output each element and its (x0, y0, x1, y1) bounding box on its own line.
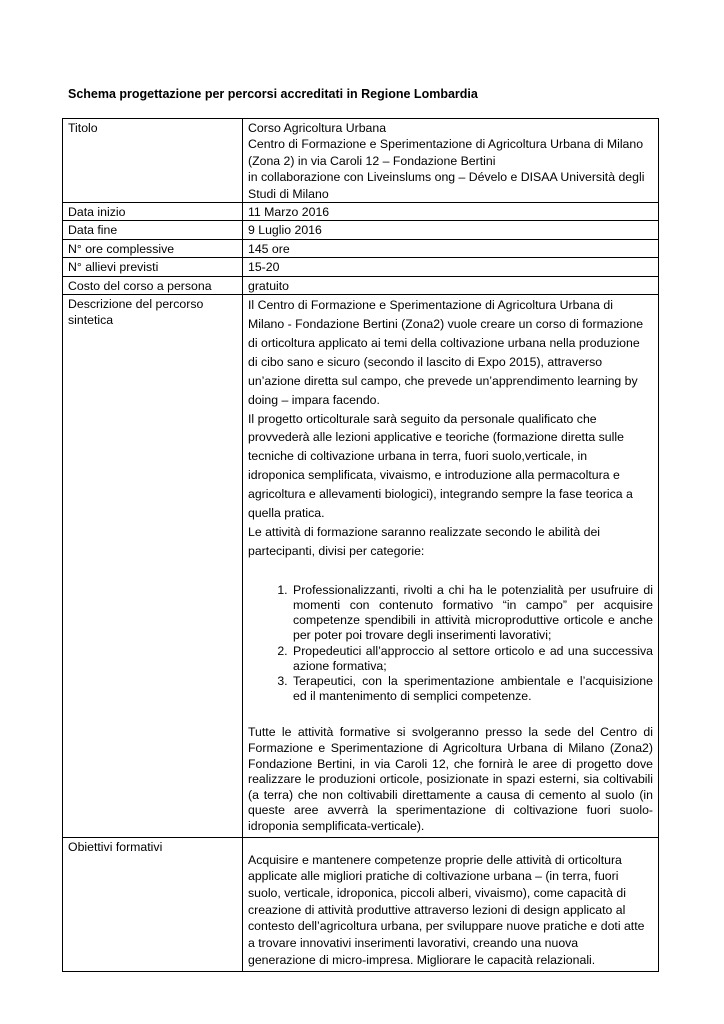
titolo-line: Centro di Formazione e Sperimentazione di Agricoltura Urbana di Milano (248, 137, 644, 152)
titolo-line: Studi di Milano (248, 186, 329, 201)
titolo-line: Corso Agricoltura Urbana (248, 121, 387, 135)
titolo-line: (Zona 2) in via Caroli 12 – Fondazione Bertini (248, 153, 496, 168)
course-form-table (62, 118, 659, 972)
label-costo: Costo del corso a persona (63, 276, 243, 294)
row-allievi (63, 258, 659, 276)
titolo-line: in collaborazione con Liveinslums ong – Dévelo e DISAA Università degli (248, 170, 645, 185)
value-ore: 145 ore (243, 239, 659, 257)
descrizione-line: un’azione diretta sul campo, che prevede un’apprendimento learning by (248, 373, 638, 388)
row-obiettivi (63, 837, 659, 972)
label-ore: N° ore complessive (63, 239, 243, 257)
row-descrizione (63, 295, 659, 837)
label-descrizione (63, 295, 243, 837)
descrizione-line: doing – impara facendo. (248, 392, 380, 407)
descrizione-line: di cibo sano e sicuro (secondo il lascito di Expo 2015), attraverso (248, 354, 603, 369)
category-item: 1. Professionalizzanti, rivolti a chi ha le potenzialità per usufruire di momenti con contenuto formativo “in campo” per acquisire competenze spendibili in attività microproduttive orticole e anche per poter poi trovare degli inserimenti lavorativi; (291, 583, 653, 644)
categories-list (248, 583, 653, 705)
descrizione-line: provvederà alle lezioni applicative e teoriche (formazione diretta sulle (248, 430, 624, 445)
obiettivi-line: a trovare innovativi inserimenti lavorativi, creando una nuova (248, 936, 579, 951)
descrizione-line: tecniche di coltivazione urbana in terra, fuori suolo,verticale, in (248, 449, 588, 464)
value-allievi: 15-20 (243, 258, 659, 276)
row-data-inizio (63, 203, 659, 221)
obiettivi-body (248, 852, 653, 972)
category-item: 3. Terapeutici, con la sperimentazione ambientale e l’acquisizione ed il mantenimento di semplici competenze. (291, 674, 653, 704)
value-costo: gratuito (243, 276, 659, 294)
obiettivi-line: generazione di micro-impresa. Migliorare le capacità relazionali. (248, 952, 596, 967)
value-titolo (243, 119, 659, 203)
label-descrizione-line: sintetica (68, 313, 114, 328)
value-obiettivi (243, 837, 659, 972)
descrizione-line: agricoltura e allevamenti biologici), integrando sempre la fase teorica a (248, 487, 633, 502)
obiettivi-line: contesto dell’agricoltura urbana, per sviluppare nuove pratiche e doti atte (248, 919, 645, 934)
row-costo (63, 276, 659, 294)
descrizione-line: di orticoltura applicato ai temi della coltivazione urbana nella produzione (248, 335, 640, 350)
category-item: 2. Propedeutici all’approccio al settore orticolo e ad una successiva azione formativa; (291, 644, 653, 674)
descrizione-final-paragraph: Tutte le attività formative si svolgeranno presso la sede del Centro di Formazione e Sperimentazione di Agricoltura Urbana di Milano (Zona2) Fondazione Bertini, in via Caroli 12, che fornirà le aree di progetto dove realizzare le produzioni orticole, posizionate in spazi esterni, sia coltivabili (a terra) che non coltivabili direttamente a causa di cemento al suolo (in queste aree avverrà la sperimentazione di coltivazione fuori suolo-idroponia semplificata-verticale). (248, 725, 653, 833)
row-titolo (63, 119, 659, 203)
descrizione-line: quella pratica. (248, 506, 325, 521)
obiettivi-line: suolo, verticale, idroponica, piccoli alberi, vivaismo), come capacità di (248, 885, 626, 900)
row-data-fine (63, 221, 659, 239)
value-data-fine: 9 Luglio 2016 (243, 221, 659, 239)
obiettivi-line: Acquisire e mantenere competenze proprie delle attività di orticoltura (248, 852, 622, 867)
obiettivi-line: creazione di attività produttive attraverso lezioni di design applicato al (248, 902, 626, 917)
label-data-inizio: Data inizio (63, 203, 243, 221)
label-data-fine: Data fine (63, 221, 243, 239)
label-titolo: Titolo (63, 119, 243, 203)
descrizione-line: Milano - Fondazione Bertini (Zona2) vuole creare un corso di formazione (248, 316, 644, 331)
value-data-inizio: 11 Marzo 2016 (243, 203, 659, 221)
label-obiettivi: Obiettivi formativi (63, 837, 243, 972)
descrizione-line: Il progetto orticolturale sarà seguito da personale qualificato che (248, 411, 597, 426)
value-descrizione (243, 295, 659, 837)
obiettivi-line: applicate alle migliori pratiche di coltivazione urbana – (in terra, fuori (248, 869, 619, 884)
label-allievi: N° allievi previsti (63, 258, 243, 276)
descrizione-body (248, 296, 653, 561)
descrizione-line: partecipanti, divisi per categorie: (248, 543, 425, 558)
descrizione-line: Le attività di formazione saranno realizzate secondo le abilità dei (248, 524, 601, 539)
row-ore (63, 239, 659, 257)
page-title: Schema progettazione per percorsi accreditati in Regione Lombardia (68, 87, 478, 101)
descrizione-line: Il Centro di Formazione e Sperimentazione di Agricoltura Urbana di (248, 298, 613, 313)
descrizione-line: idroponica semplificata, vivaismo, e introduzione alla permacoltura e (248, 468, 620, 483)
label-descrizione-line: Descrizione del percorso (68, 297, 204, 312)
